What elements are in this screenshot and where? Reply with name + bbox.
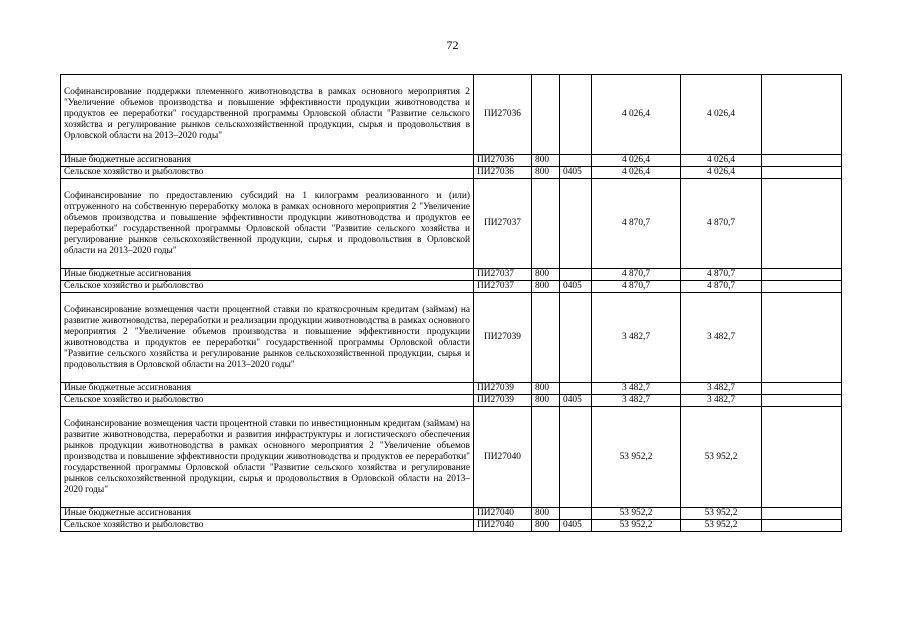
table-row: [61, 293, 842, 383]
table-row: [61, 508, 842, 520]
section-code: 0405: [560, 281, 592, 293]
target-article-code: ПИ27040: [474, 407, 532, 508]
section-code: 0405: [560, 520, 592, 532]
row-description: Сельское хозяйство и рыболовство: [61, 281, 474, 293]
table-row: [61, 155, 842, 167]
target-article-code: ПИ27040: [474, 520, 532, 532]
table-row: [61, 520, 842, 532]
amount-column-1: 4 870,7: [592, 179, 681, 269]
amount-column-2: 53 952,2: [681, 508, 762, 520]
table-row: [61, 75, 842, 155]
target-article-code: ПИ27040: [474, 508, 532, 520]
row-description: Софинансирование по предоставлению субсидий на 1 килограмм реализованного и (или) отгруженного на собственную переработку молока в рамках основного мероприятия 2 "Увеличение объемов производства и повышение эффективности продукции животноводства и продуктов ее переработки" государственной программы Орловской области "Развитие сельского хозяйства и регулирование рынков сельскохозяйственной продукции, сырья и продовольствия в Орловской области на 2013–2020 годы": [61, 179, 474, 269]
target-article-code: ПИ27037: [474, 281, 532, 293]
amount-column-1: 3 482,7: [592, 395, 681, 407]
amount-column-1: 3 482,7: [592, 383, 681, 395]
row-description: Софинансирование возмещения части процентной ставки по краткосрочным кредитам (займам) на развитие животноводства, переработки и реализации продукции животноводства в рамках основного мероприятия 2 "Увеличение объемов производства и повышение эффективности продукции животноводства и продуктов ее переработки" государственной программы Орловской области "Развитие сельского хозяйства и регулирование рынков сельскохозяйственной продукции, сырья и продовольствия в Орловской области на 2013–2020 годы": [61, 293, 474, 383]
page-number: 72: [446, 38, 459, 52]
amount-column-3: [762, 281, 842, 293]
amount-column-3: [762, 179, 842, 269]
section-code: [560, 407, 592, 508]
row-description: Иные бюджетные ассигнования: [61, 269, 474, 281]
amount-column-1: 4 026,4: [592, 75, 681, 155]
expense-type-code: 800: [532, 508, 560, 520]
amount-column-3: [762, 383, 842, 395]
table-row: [61, 179, 842, 269]
amount-column-2: 4 026,4: [681, 75, 762, 155]
expense-type-code: 800: [532, 383, 560, 395]
amount-column-1: 4 026,4: [592, 167, 681, 179]
amount-column-2: 4 870,7: [681, 179, 762, 269]
section-code: [560, 508, 592, 520]
amount-column-2: 3 482,7: [681, 293, 762, 383]
amount-column-3: [762, 75, 842, 155]
table-row: [61, 281, 842, 293]
amount-column-2: 3 482,7: [681, 395, 762, 407]
table-row: [61, 383, 842, 395]
expense-type-code: 800: [532, 155, 560, 167]
amount-column-1: 3 482,7: [592, 293, 681, 383]
target-article-code: ПИ27039: [474, 395, 532, 407]
expense-type-code: 800: [532, 281, 560, 293]
amount-column-2: 53 952,2: [681, 407, 762, 508]
target-article-code: ПИ27037: [474, 269, 532, 281]
amount-column-2: 4 026,4: [681, 155, 762, 167]
row-description: Софинансирование поддержки племенного животноводства в рамках основного мероприятия 2 "Увеличение объемов производства и повышение эффективности продукции животноводства и продуктов ее переработки" государственной программы Орловской области "Развитие сельского хозяйства и регулирование рынков сельскохозяйственной продукции, сырья и продовольствия в Орловской области на 2013–2020 годы": [61, 75, 474, 155]
row-description: Сельское хозяйство и рыболовство: [61, 520, 474, 532]
amount-column-2: 4 026,4: [681, 167, 762, 179]
row-description: Иные бюджетные ассигнования: [61, 508, 474, 520]
table-row: [61, 407, 842, 508]
section-code: [560, 269, 592, 281]
amount-column-1: 53 952,2: [592, 407, 681, 508]
section-code: [560, 75, 592, 155]
section-code: [560, 293, 592, 383]
amount-column-3: [762, 269, 842, 281]
row-description: Сельское хозяйство и рыболовство: [61, 167, 474, 179]
row-description: Иные бюджетные ассигнования: [61, 155, 474, 167]
amount-column-2: 4 870,7: [681, 269, 762, 281]
expense-type-code: 800: [532, 395, 560, 407]
expense-type-code: [532, 179, 560, 269]
row-description: Иные бюджетные ассигнования: [61, 383, 474, 395]
table-body: [61, 75, 842, 532]
amount-column-1: 53 952,2: [592, 520, 681, 532]
expense-type-code: 800: [532, 269, 560, 281]
amount-column-2: 3 482,7: [681, 383, 762, 395]
amount-column-1: 4 870,7: [592, 281, 681, 293]
amount-column-3: [762, 407, 842, 508]
expense-type-code: [532, 75, 560, 155]
target-article-code: ПИ27036: [474, 155, 532, 167]
expense-type-code: 800: [532, 520, 560, 532]
section-code: 0405: [560, 167, 592, 179]
amount-column-1: 4 870,7: [592, 269, 681, 281]
amount-column-3: [762, 167, 842, 179]
section-code: [560, 155, 592, 167]
table-row: [61, 269, 842, 281]
target-article-code: ПИ27037: [474, 179, 532, 269]
amount-column-3: [762, 155, 842, 167]
target-article-code: ПИ27036: [474, 75, 532, 155]
section-code: [560, 179, 592, 269]
budget-table: [60, 74, 842, 532]
amount-column-3: [762, 293, 842, 383]
amount-column-2: 4 870,7: [681, 281, 762, 293]
target-article-code: ПИ27036: [474, 167, 532, 179]
amount-column-2: 53 952,2: [681, 520, 762, 532]
section-code: 0405: [560, 395, 592, 407]
expense-type-code: [532, 293, 560, 383]
target-article-code: ПИ27039: [474, 383, 532, 395]
row-description: Сельское хозяйство и рыболовство: [61, 395, 474, 407]
target-article-code: ПИ27039: [474, 293, 532, 383]
amount-column-3: [762, 395, 842, 407]
table-row: [61, 395, 842, 407]
table-row: [61, 167, 842, 179]
amount-column-3: [762, 508, 842, 520]
amount-column-1: 53 952,2: [592, 508, 681, 520]
section-code: [560, 383, 592, 395]
expense-type-code: [532, 407, 560, 508]
row-description: Софинансирование возмещения части процентной ставки по инвестиционным кредитам (займам) на развитие животноводства, переработки и развития инфраструктуры и логистического обеспечения рынков продукции животноводства в рамках основного мероприятия 2 "Увеличение объемов производства и повышение эффективности продукции животноводства и продуктов ее переработки" государственной программы Орловской области "Развитие сельского хозяйства и регулирование рынков сельскохозяйственной продукции, сырья и продовольствия в Орловской области на 2013–2020 годы": [61, 407, 474, 508]
amount-column-1: 4 026,4: [592, 155, 681, 167]
expense-type-code: 800: [532, 167, 560, 179]
amount-column-3: [762, 520, 842, 532]
